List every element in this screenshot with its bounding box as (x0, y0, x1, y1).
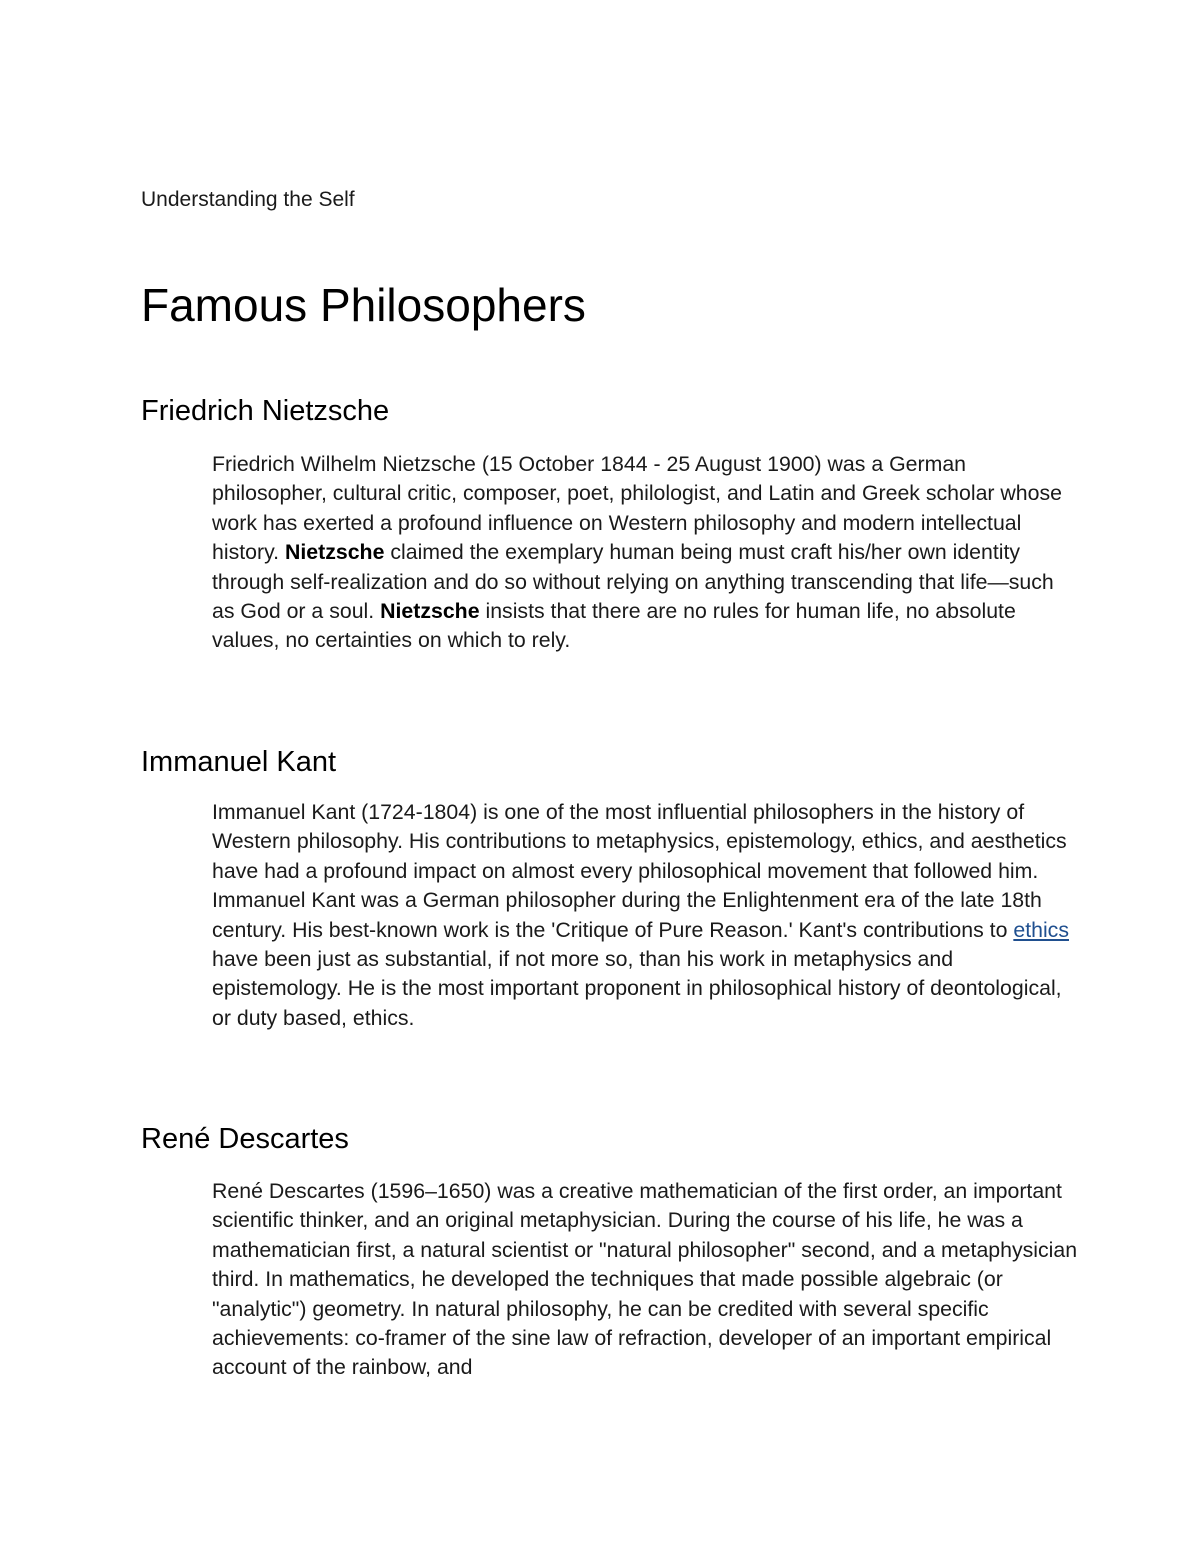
body-text: claimed the exemplary human being must craft his/her own identity through self-realization and do so without relying on anything transcending that life—such as God or a soul. (212, 540, 1054, 624)
section-body-descartes (212, 1177, 1082, 1383)
body-text: insists that there are no rules for human life, no absolute values, no certainties on which to rely. (212, 599, 1016, 653)
ethics-link[interactable]: ethics (1013, 917, 1069, 942)
body-text: have been just as substantial, if not more so, than his work in metaphysics and epistemology. He is the most important proponent in philosophical history of deontological, or duty based, ethics. (212, 947, 1062, 1030)
bold-name: Nietzsche (284, 540, 385, 565)
section-heading-descartes: René Descartes (141, 1123, 349, 1155)
body-text: Immanuel Kant (1724-1804) is one of the most influential philosophers in the history of Western philosophy. His contributions to metaphysics, epistemology, ethics, and aesthetics have had a profound impact on almost every philosophical movement that followed him. Immanuel Kant was a German philosopher during the Enlightenment era of the late 18th century. His best-known work is the 'Critique of Pure Reason.' Kant's contributions to (212, 800, 1067, 942)
document-subject: Understanding the Self (141, 188, 355, 211)
bold-name: Nietzsche (380, 599, 480, 624)
section-body-kant (212, 798, 1082, 1033)
section-body-nietzsche (212, 450, 1082, 656)
section-heading-nietzsche: Friedrich Nietzsche (141, 395, 390, 427)
section-heading-kant: Immanuel Kant (141, 746, 337, 778)
body-text: René Descartes (1596–1650) was a creative mathematician of the first order, an important scientific thinker, and an original metaphysician. During the course of his life, he was a mathematician first, a natural scientist or "natural philosopher" second, and a metaphysician third. In mathematics, he developed the techniques that made possible algebraic (or "analytic") geometry. In natural philosophy, he can be credited with several specific achievements: co-framer of the sine law of refraction, developer of an important empirical account of the rainbow, and (212, 1179, 1078, 1380)
body-text: Friedrich Wilhelm Nietzsche (15 October 1844 - 25 August 1900) was a German philosopher, cultural critic, composer, poet, philologist, and Latin and Greek scholar whose work has exerted a profound influence on Western philosophy and modern intellectual history. (212, 452, 1062, 565)
document-title: Famous Philosophers (141, 279, 586, 331)
